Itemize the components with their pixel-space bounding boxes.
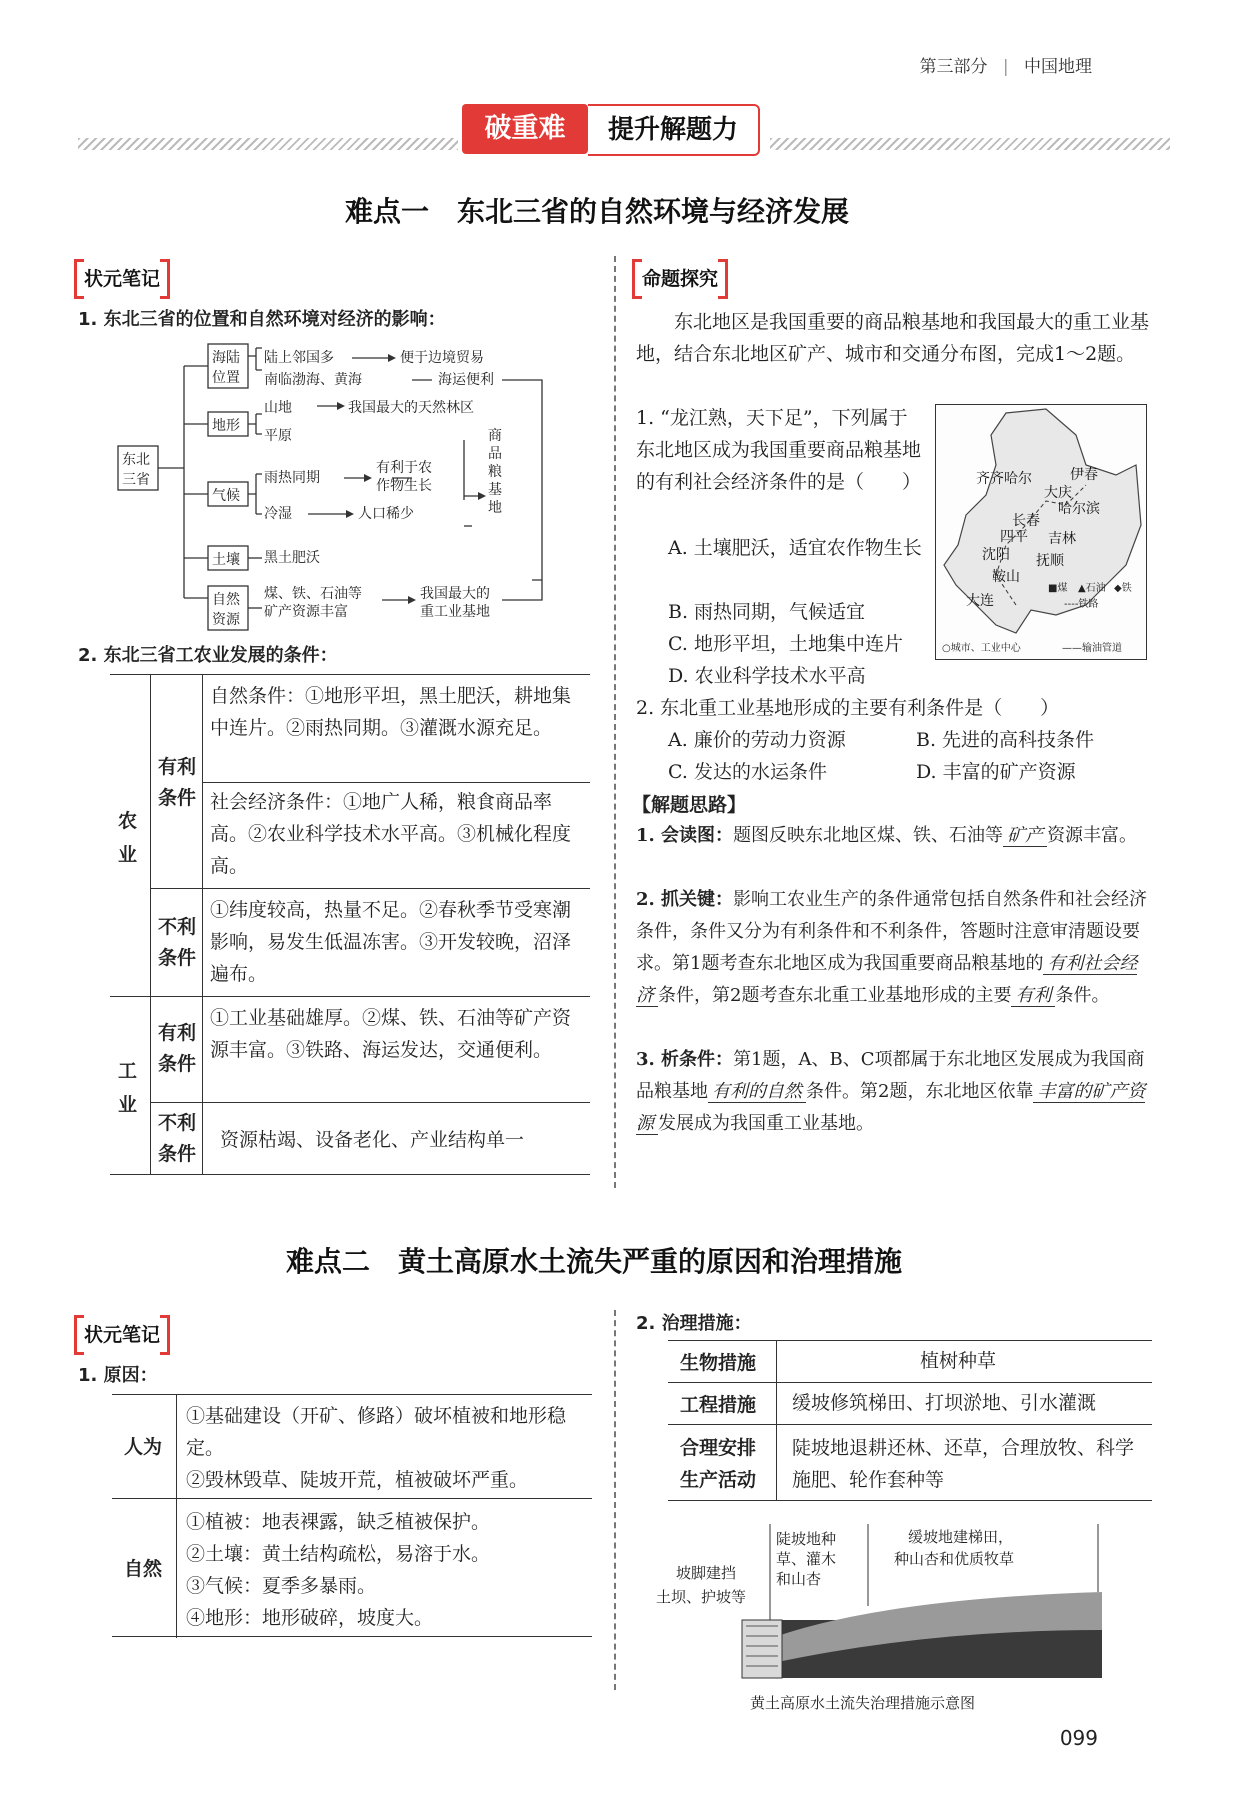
t2-blank-2: 有利: [1011, 985, 1055, 1007]
map-city-11: 大连: [966, 593, 994, 609]
map-city-9: 抚顺: [1036, 553, 1064, 569]
nature-4: ④地形：地形破碎，坡度大。: [186, 1607, 434, 1629]
thinking-2: [636, 884, 1151, 1012]
diagram-item-1: 陆上邻国多: [264, 350, 334, 366]
header-part: 第三部分: [919, 57, 988, 77]
thinking-label: 【解题思路】: [632, 794, 747, 816]
t2-text: 影响工农业生产的条件通常包括自然条件和社会经济条件，条件又分为有利条件和不利条件，答题时注意审清题设要求。第1题考查东北地区成为我国重要商品粮基地的: [636, 889, 1148, 974]
fig-label-1b: 土坝、护坡等: [656, 1588, 747, 1606]
diagram-item-15b: 品: [488, 446, 502, 462]
diagram-item-9b: 作物生长: [376, 478, 432, 494]
diagram-item-15: 商: [488, 428, 502, 444]
measure-rule-1: [668, 1382, 1152, 1383]
diagram-item-14: 我国最大的: [420, 586, 490, 602]
nature-2: ②土壤：黄土结构疏松，易溶于水。: [186, 1543, 491, 1565]
cause-human: 人为: [124, 1436, 163, 1458]
map-city-5: 长春: [1012, 513, 1040, 529]
table-col-rule-1: [150, 674, 151, 1174]
diagram-node-3: 气候: [212, 488, 240, 504]
q2-option-d[interactable]: D. 丰富的矿产资源: [916, 761, 1076, 783]
diagram-node-1: 海陆: [212, 350, 240, 366]
map-legend-rail: ----铁路: [1064, 599, 1099, 610]
q1-option-a[interactable]: A. 土壤肥沃，适宜农作物生长: [668, 537, 922, 559]
diagram-item-14b: 重工业基地: [420, 604, 490, 620]
fig-label-2a: 陡坡地种: [776, 1530, 837, 1548]
t3-blank-2: 丰富的矿产资源: [636, 1081, 1146, 1134]
running-header: [919, 52, 1092, 77]
header-subject: 中国地理: [1024, 57, 1092, 77]
cause-bottom-rule: [112, 1636, 592, 1637]
table-rule-c: [150, 1102, 590, 1103]
t2-tail: 条件。: [1055, 985, 1110, 1006]
diagram-item-6: 我国最大的天然林区: [348, 400, 474, 416]
t1-lead: 1. 会读图：: [636, 825, 734, 846]
map-city-4: 哈尔滨: [1058, 501, 1100, 517]
diagram-node-1b: 位置: [212, 370, 240, 386]
economy-diagram: [112, 336, 572, 636]
measure-title: 2. 治理措施：: [636, 1313, 752, 1334]
section1-title: 难点一 东北三省的自然环境与经济发展: [345, 195, 850, 228]
diagram-root: 东北: [122, 452, 150, 468]
fig-label-2b: 草、灌木: [776, 1550, 837, 1568]
column-divider-1: [614, 256, 616, 1188]
q2-option-a[interactable]: A. 廉价的劳动力资源: [668, 729, 846, 751]
t2-lead: 2. 抓关键：: [636, 889, 734, 910]
nature-3: ③气候：夏季多暴雨。: [186, 1575, 377, 1597]
thinking-3: [636, 1044, 1151, 1140]
table-mid-rule: [110, 996, 590, 997]
measure-key-3: 合理安排生产活动: [680, 1437, 757, 1491]
fig-label-3b: 种山杏和优质牧草: [894, 1550, 1015, 1568]
agri-unfav-label: 不利条件: [158, 916, 197, 969]
ind-fav: ①工业基础雄厚。②煤、铁、石油等矿产资源丰富。③铁路、海运发达，交通便利。: [210, 1007, 572, 1061]
diagram-item-12: 黑土肥沃: [264, 550, 320, 566]
explore-intro: 东北地区是我国重要的商品粮基地和我国最大的重工业基地，结合东北地区矿产、城市和交通分布图，完成1～2题。: [636, 311, 1150, 365]
nature-1: ①植被：地表裸露，缺乏植被保护。: [186, 1511, 491, 1533]
agri-fav-label: 有利条件: [158, 756, 197, 809]
fig-label-2c: 和山杏: [776, 1570, 822, 1588]
measure-val-3: 陡坡地退耕还林、还草，合理放牧、科学施肥、轮作套种等: [792, 1437, 1135, 1491]
diagram-item-5: 山地: [264, 400, 292, 416]
ind-unfav: 资源枯竭、设备老化、产业结构单一: [220, 1129, 525, 1151]
diagram-item-9: 有利于农: [376, 460, 432, 476]
map-legend-city: ○城市、工业中心: [942, 643, 1021, 654]
banner-tag: 破重难: [462, 104, 588, 154]
thinking-1: [636, 820, 1151, 852]
cause-nature: 自然: [124, 1558, 163, 1580]
map-city-2: 伊春: [1070, 467, 1098, 483]
diagram-item-11: 人口稀少: [358, 506, 414, 522]
map-svg: [936, 405, 1146, 659]
map-legend-iron: ◆铁: [1114, 583, 1132, 594]
fig-label-1a: 坡脚建挡: [676, 1564, 737, 1582]
notes-label-2: 状元笔记: [80, 1318, 164, 1349]
ind-fav-label: 有利条件: [158, 1022, 197, 1075]
cause-mid-rule: [112, 1498, 592, 1499]
diagram-item-15e: 地: [488, 500, 502, 516]
notes-label-1: 状元笔记: [80, 262, 164, 293]
section-banner: [0, 104, 1250, 156]
measure-val-1: 植树种草: [920, 1350, 997, 1372]
s1-q2-title: 2. 东北三省工农业发展的条件：: [78, 645, 338, 666]
table-rule-a: [150, 888, 590, 889]
diagram-item-2: 便于边境贸易: [400, 350, 484, 366]
section2-title: 难点二 黄土高原水土流失严重的原因和治理措施: [286, 1245, 903, 1278]
t1-tail: 资源丰富。: [1047, 825, 1138, 846]
diagram-node-5b: 资源: [212, 612, 240, 628]
cause-table: [112, 1394, 592, 1638]
diagram-node-2: 地形: [212, 418, 240, 434]
measure-col-rule: [776, 1340, 777, 1500]
header-divider: |: [1002, 57, 1009, 77]
diagram-item-3: 南临渤海、黄海: [264, 372, 362, 388]
map-city-1: 齐齐哈尔: [976, 471, 1032, 487]
q1-option-c[interactable]: C. 地形平坦，土地集中连片: [668, 633, 903, 655]
diagram-node-5: 自然: [212, 592, 240, 608]
measure-top-rule: [668, 1340, 1152, 1341]
q1-option-d[interactable]: D. 农业科学技术水平高: [668, 665, 866, 687]
diagram-item-15d: 基: [488, 482, 502, 498]
diagram-item-10: 冷湿: [264, 506, 292, 522]
map-legend-pipe: ——输油管道: [1062, 643, 1122, 654]
map-city-3: 大庆: [1044, 485, 1072, 501]
map-city-6: 吉林: [1048, 531, 1076, 547]
fig-caption: 黄土高原水土流失治理措施示意图: [750, 1694, 976, 1712]
page-number: 099: [1059, 1726, 1098, 1750]
agri-natural: 自然条件：①地形平坦，黑土肥沃，耕地集中连片。②雨热同期。③灌溉水源充足。: [210, 685, 572, 739]
t3-blank-1: 有利的自然: [708, 1081, 806, 1103]
fig-dam: [742, 1620, 782, 1678]
fig-label-3a: 缓坡地建梯田，: [908, 1528, 1014, 1546]
map-city-7: 四平: [1000, 529, 1028, 545]
table-bottom-rule: [110, 1174, 590, 1175]
banner-hatch-left: [78, 138, 458, 150]
s1-q1-title: 1. 东北三省的位置和自然环境对经济的影响：: [78, 309, 446, 330]
diagram-item-13b: 矿产资源丰富: [264, 604, 348, 620]
q2-option-c[interactable]: C. 发达的水运条件: [668, 761, 827, 783]
diagram-item-7: 平原: [264, 428, 292, 444]
diagram-item-8: 雨热同期: [264, 470, 320, 486]
question-2: 2. 东北重工业基地形成的主要有利条件是（ ）: [636, 697, 1060, 719]
banner-title: 提升解题力: [588, 104, 760, 156]
t3-lead: 3. 析条件：: [636, 1049, 734, 1070]
question-1: 1. “龙江熟，天下足”，下列属于东北地区成为我国重要商品粮基地的有利社会经济条件的是（ ）: [636, 407, 922, 493]
t3-tail: 发展成为我国重工业基地。: [658, 1113, 874, 1134]
column-divider-2: [614, 1310, 616, 1690]
erosion-figure: [650, 1520, 1150, 1720]
human-1: ①基础建设（开矿、修路）破坏植被和地形稳定。: [186, 1405, 567, 1459]
cause-title: 1. 原因：: [78, 1365, 158, 1386]
t3-text: 第1题，A、B、C项都属于东北地区发展成为我国商品粮基地: [636, 1049, 1145, 1102]
map-legend-oil: ▲石油: [1078, 583, 1106, 594]
t1-text: 题图反映东北地区煤、铁、石油等: [733, 825, 1004, 846]
measure-bottom-rule: [668, 1500, 1152, 1501]
row-industry: 工业: [118, 1060, 138, 1116]
map-city-8: 沈阳: [982, 547, 1010, 563]
diagram-item-13: 煤、铁、石油等: [264, 586, 362, 602]
t3-mid: 条件。第2题，东北地区依靠: [806, 1081, 1034, 1102]
agri-social: 社会经济条件：①地广人稀，粮食商品率高。②农业科学技术水平高。③机械化程度高。: [210, 791, 572, 877]
measure-key-2: 工程措施: [680, 1394, 757, 1416]
t1-blank: 矿产: [1003, 825, 1047, 847]
cause-top-rule: [112, 1394, 592, 1395]
t2-blank-1: 有利社会经济: [636, 953, 1138, 1006]
human-2: ②毁林毁草、陡坡开荒，植被破坏严重。: [186, 1469, 529, 1491]
conditions-table: [110, 674, 590, 1176]
table-top-rule: [110, 674, 590, 675]
table-col-rule-2: [202, 674, 203, 1174]
map-legend-coal: ■煤: [1048, 583, 1068, 594]
cause-col-rule: [176, 1394, 177, 1638]
q1-option-b[interactable]: B. 雨热同期，气候适宜: [668, 601, 866, 623]
diagram-item-4: 海运便利: [438, 372, 494, 388]
measure-key-1: 生物措施: [680, 1352, 757, 1374]
t2-mid: 条件，第2题考查东北重工业基地形成的主要: [658, 985, 1012, 1006]
map-city-10: 鞍山: [992, 569, 1020, 585]
diagram-root-2: 三省: [122, 472, 150, 488]
q2-option-b[interactable]: B. 先进的高科技条件: [916, 729, 1095, 751]
measure-table: [668, 1340, 1152, 1504]
diagram-item-15c: 粮: [488, 464, 502, 480]
explore-label: 命题探究: [638, 262, 722, 293]
ind-unfav-label: 不利条件: [158, 1112, 197, 1165]
table-rule-b: [202, 782, 590, 783]
row-agri: 农业: [118, 810, 138, 866]
diagram-node-4: 土壤: [212, 552, 240, 568]
northeast-map: [935, 404, 1147, 660]
measure-rule-2: [668, 1424, 1152, 1425]
measure-val-2: 缓坡修筑梯田、打坝淤地、引水灌溉: [792, 1392, 1097, 1414]
agri-unfav: ①纬度较高，热量不足。②春秋季节受寒潮影响，易发生低温冻害。③开发较晚，沼泽遍布。: [210, 899, 572, 985]
banner-hatch-right: [770, 138, 1170, 150]
